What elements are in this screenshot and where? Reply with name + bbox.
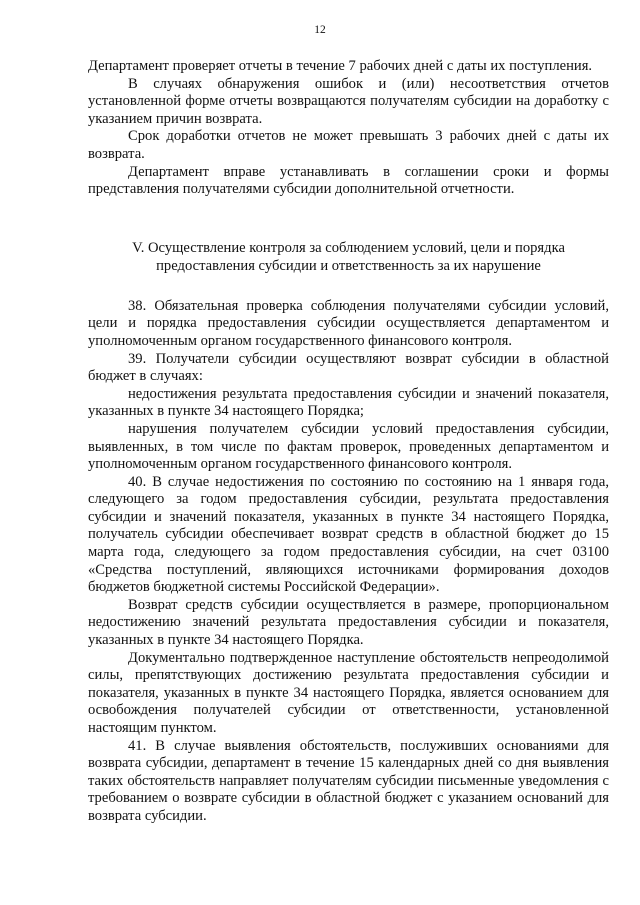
paragraph-report-errors: В случаях обнаружения ошибок и (или) несоответствия отчетов установленной форме отчеты возвращаются получателям субсидии на доработку с указанием причин возврата. [88,75,609,127]
paragraph-39-case-1: недостижения результата предоставления субсидии и значений показателя, указанных в пункте 34 настоящего Порядка; [88,385,609,420]
paragraph-report-check: Департамент проверяет отчеты в течение 7 рабочих дней с даты их поступления. [88,58,593,74]
paragraph-39-case-2: нарушения получателем субсидии условий предоставления субсидии, выявленных, в том числе по фактам проверок, проведенных департаментом и уполномоченным органом государственного финансового контроля. [88,420,609,473]
section-heading-line1: V. Осуществление контроля за соблюдением условий, цели и порядка [132,239,565,256]
paragraph-40-refund-amount: Возврат средств субсидии осуществляется в размере, пропорциональном недостижению значений результата предоставления субсидии и показателя, указанных в пункте 34 настоящего Порядка. [88,596,609,649]
paragraph-40-force-majeure: Документально подтвержденное наступление обстоятельств непреодолимой силы, препятствующих достижению результата предоставления субсидии и показателя, указанных в пункте 34 настоящего Порядка, является основанием для освобождения получателей субсидии от ответственности, установленной настоящим пунктом. [88,649,609,736]
section-heading [88,239,609,275]
paragraph-39: 39. Получатели субсидии осуществляют возврат субсидии в областной бюджет в случаях: [88,350,609,385]
section-heading-line2: предоставления субсидии и ответственность за их нарушение [156,257,541,274]
paragraph-41: 41. В случае выявления обстоятельств, послуживших основаниями для возврата субсидии, департамент в течение 15 календарных дней со дня выявления таких обстоятельств направляет получателям субсидии письменные уведомления с требованием о возврате субсидии в областной бюджет с указанием оснований для возврата субсидии. [88,737,609,824]
page-number: 12 [314,24,326,36]
document-body [88,58,609,826]
paragraph-38: 38. Обязательная проверка соблюдения получателями субсидии условий, цели и порядка предоставления субсидии осуществляется департаментом и уполномоченным органом государственного финансового контроля. [88,297,609,349]
paragraph-additional-reporting: Департамент вправе устанавливать в соглашении сроки и формы представления получателями субсидии дополнительной отчетности. [88,163,609,198]
paragraph-revision-term: Срок доработки отчетов не может превышать 3 рабочих дней с даты их возврата. [88,128,609,162]
paragraph-40: 40. В случае недостижения по состоянию по состоянию на 1 января года, следующего за годом предоставления субсидии, результата предоставления субсидии и значений показателя, указанных в пункте 34 настоящего Порядка, получатель субсидии обеспечивает возврат средств в областной бюджет до 15 марта года, следующего за годом предоставления субсидии, на счет 03100 «Средства поступлений, являющихся источниками формирования доходов бюджетов бюджетной системы Российской Федерации». [88,473,609,596]
